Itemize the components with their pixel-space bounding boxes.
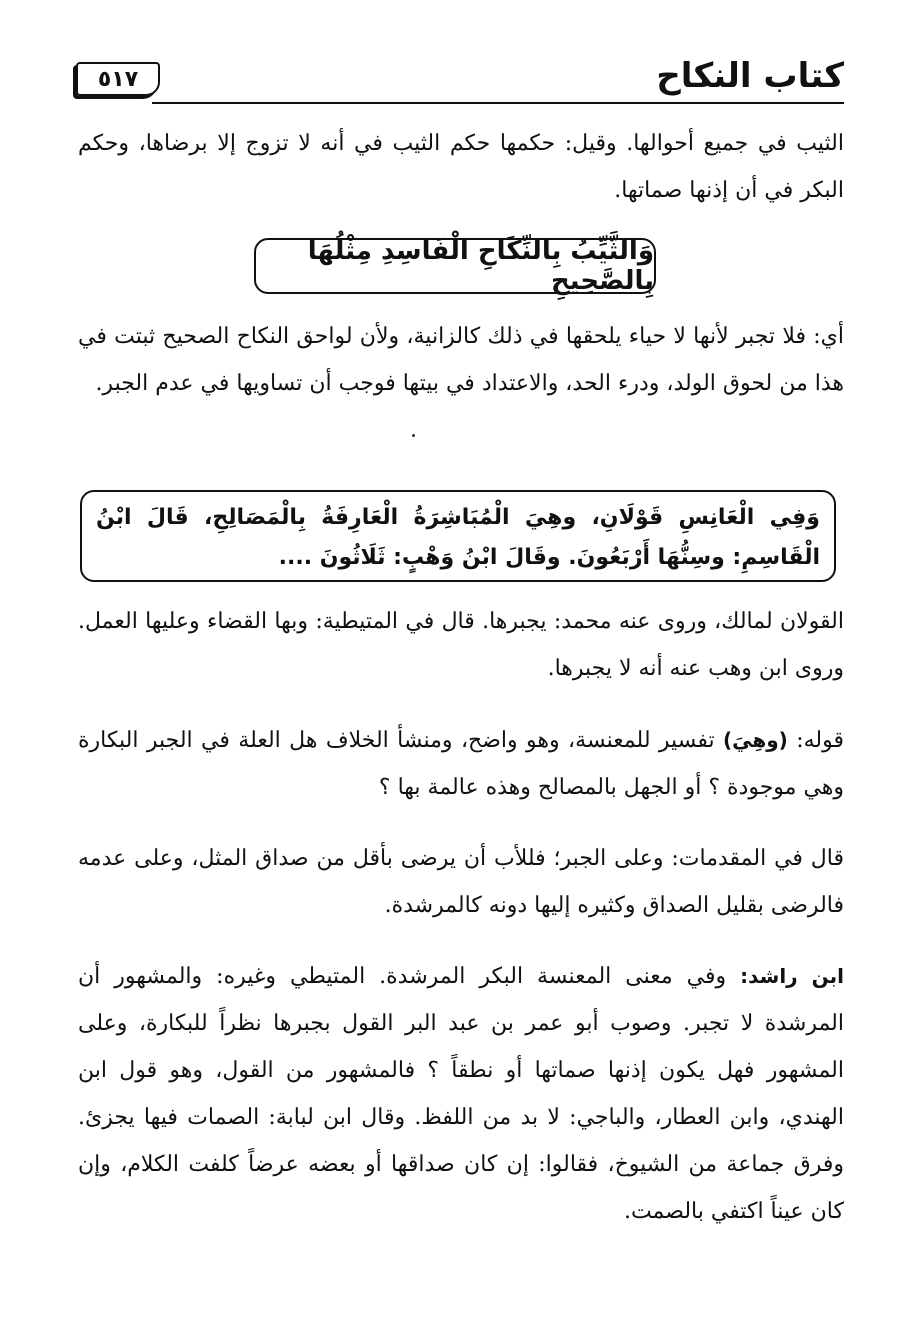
paragraph-2: أي: فلا تجبر لأنها لا حياء يلحقها في ذلك كالزانية، ولأن لواحق النكاح الصحيح ثبتت في هذا من لحوق الولد، ودرء الحد، والاعتداد في بيتها فوجب أن تساويها في عدم الجبر. <box>78 324 844 396</box>
matn-text-1: وَالثَّيِّبُ بِالنِّكَاحِ الْفَاسِدِ مِثْلُهَا بِالصَّحِيحِ <box>307 236 654 296</box>
page-number-box <box>76 62 160 96</box>
scan-speck <box>412 434 415 437</box>
matn-text-2: وَفِي الْعَانِسِ قَوْلَانِ، وهِيَ الْمُبَاشِرَةُ الْعَارِفَةُ بِالْمَصَالِحِ، قَالَ ابْنُ الْقَاسِمِ: وسِنُّهَا أَرْبَعُونَ. وقَالَ ابْنُ وَهْبٍ: ثَلَاثُونَ .... <box>96 505 820 570</box>
paragraph-5: قال في المقدمات: وعلى الجبر؛ فللأب أن يرضى بأقل من صداق المثل، وعلى عدمه فالرضى بقليل الصداق وكثيره إليها دونه كالمرشدة. <box>78 846 844 918</box>
quoted-term: (وهِيَ) <box>722 728 788 752</box>
header-rule <box>152 102 844 104</box>
book-title: كتاب النكاح <box>656 56 844 96</box>
paragraph-6 <box>78 953 844 1235</box>
paragraph-1: الثيب في جميع أحوالها. وقيل: حكمها حكم الثيب في أنه لا تزوج إلا برضاها، وحكم البكر في أن إذنها صماتها. <box>78 131 844 203</box>
paragraph-3: القولان لمالك، وروى عنه محمد: يجبرها. قال في المتيطية: وبها القضاء وعليها العمل. وروى ابن وهب عنه أنه لا يجبرها. <box>78 609 844 681</box>
paragraph-4 <box>78 717 844 811</box>
paragraph-6-body: وفي معنى المعنسة البكر المرشدة. المتيطي وغيره: والمشهور أن المرشدة لا تجبر. وصوب أبو عمر بن عبد البر القول بجبرها نظراً للبكارة، وعلى المشهور فهل يكون إذنها صماتها أو نطقاً ؟ فالمشهور من القول، وهو قول ابن الهندي، وابن العطار، والباجي: لا بد من اللفظ. وقال ابن لبابة: الصمات فيها يجزئ. وفرق جماعة من الشيوخ، فقالوا: إن كان صداقها أو بعضه عرضاً كلفت الكلام، وإن كان عيناً اكتفي بالصمت. <box>78 964 844 1224</box>
paragraph-4-body: تفسير للمعنسة، وهو واضح، ومنشأ الخلاف هل العلة في الجبر البكارة وهي موجودة ؟ أو الجهل بالمصالح وهذه عالمة بها ؟ <box>78 728 844 800</box>
matn-box-2 <box>80 490 836 582</box>
author-name: ابن راشد: <box>740 964 844 988</box>
running-header <box>76 52 844 108</box>
page-number: ٥١٧ <box>97 66 139 92</box>
paragraph-4-label: قوله: <box>796 728 845 753</box>
matn-box-1 <box>254 238 656 294</box>
